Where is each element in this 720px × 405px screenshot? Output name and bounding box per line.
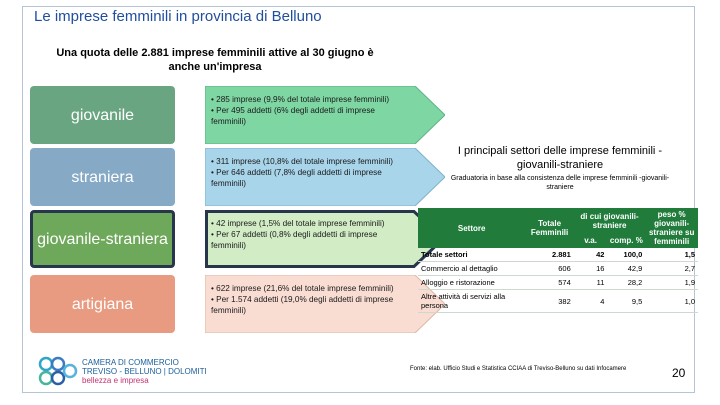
giovanile-addetti: • Per 495 addetti (6% degli addetti di imprese femminili): [211, 106, 375, 126]
straniera-addetti: • Per 646 addetti (7,8% degli addetti di imprese femminili): [211, 168, 382, 188]
cell-va: 4: [574, 290, 608, 313]
table-row: [418, 262, 698, 276]
col-peso: peso % giovanili-straniere su femminili: [645, 208, 698, 248]
chamber-logo-text: [82, 358, 207, 385]
arrow-artigiana: [205, 275, 445, 333]
sectors-table: [418, 208, 698, 313]
cell-va: 42: [574, 248, 608, 262]
cell-peso: 2,7: [645, 262, 698, 276]
cell-tot: 2.881: [525, 248, 573, 262]
source-note: Fonte: elab. Ufficio Studi e Statistica CCIAA di Treviso-Belluno su dati Infocamere: [410, 366, 627, 372]
label-giovanile-straniera: giovanile-straniera: [30, 210, 175, 268]
cell-comp: 28,2: [607, 276, 645, 290]
cell-va: 11: [574, 276, 608, 290]
arrow-straniera: [205, 148, 445, 206]
label-artigiana: artigiana: [30, 275, 175, 333]
cell-name: Alloggio e ristorazione: [418, 276, 525, 290]
arrow-giovanile-straniera: [205, 210, 445, 268]
col-va: v.a.: [574, 233, 608, 248]
cell-va: 16: [574, 262, 608, 276]
logo-line-2: TREVISO - BELLUNO | DOLOMITI: [82, 367, 207, 376]
cell-peso: 1,5: [645, 248, 698, 262]
cell-name: Altre attività di servizi alla persona: [418, 290, 525, 313]
giovanile-straniera-addetti: • Per 67 addetti (0,8% degli addetti di imprese femminili): [211, 230, 378, 250]
cell-peso: 1,9: [645, 276, 698, 290]
label-giovanile: giovanile: [30, 86, 175, 144]
col-totale: Totale Femminili: [525, 208, 573, 248]
cell-peso: 1,0: [645, 290, 698, 313]
col-group: di cui giovanili-straniere: [574, 208, 646, 233]
table-row: [418, 290, 698, 313]
artigiana-addetti: • Per 1.574 addetti (19,0% degli addetti di imprese femminili): [211, 295, 394, 315]
giovanile-straniera-imprese: • 42 imprese (1,5% del totale imprese femminili): [211, 219, 385, 228]
col-settore: Settore: [418, 208, 525, 248]
table-row: [418, 248, 698, 262]
cell-comp: 9,5: [607, 290, 645, 313]
table-row: [418, 276, 698, 290]
label-straniera: straniera: [30, 148, 175, 206]
cell-comp: 100,0: [607, 248, 645, 262]
slide-title: Le imprese femminili in provincia di Belluno: [34, 8, 322, 25]
sectors-title: I principali settori delle imprese femminili -giovanili-straniere: [457, 145, 663, 171]
chamber-logo-icon: [38, 356, 78, 393]
logo-line-3: bellezza e impresa: [82, 376, 149, 385]
logo-line-1: CAMERA DI COMMERCIO: [82, 358, 179, 367]
arrow-giovanile: [205, 86, 445, 144]
slide-subtitle: Una quota delle 2.881 imprese femminili attive al 30 giugno è anche un'impresa: [56, 47, 374, 73]
cell-name: Commercio al dettaglio: [418, 262, 525, 276]
page-number: 20: [672, 366, 686, 380]
cell-name: Totale settori: [418, 248, 525, 262]
artigiana-imprese: • 622 imprese (21,6% del totale imprese femminili): [211, 284, 394, 293]
col-comp: comp. %: [607, 233, 645, 248]
cell-tot: 382: [525, 290, 573, 313]
cell-comp: 42,9: [607, 262, 645, 276]
straniera-imprese: • 311 imprese (10,8% del totale imprese femminili): [211, 157, 394, 166]
giovanile-imprese: • 285 imprese (9,9% del totale imprese femminili): [211, 95, 390, 104]
cell-tot: 606: [525, 262, 573, 276]
sectors-subtitle: Graduatoria in base alla consistenza delle imprese femminili -giovanili-straniere: [450, 175, 670, 191]
cell-tot: 574: [525, 276, 573, 290]
